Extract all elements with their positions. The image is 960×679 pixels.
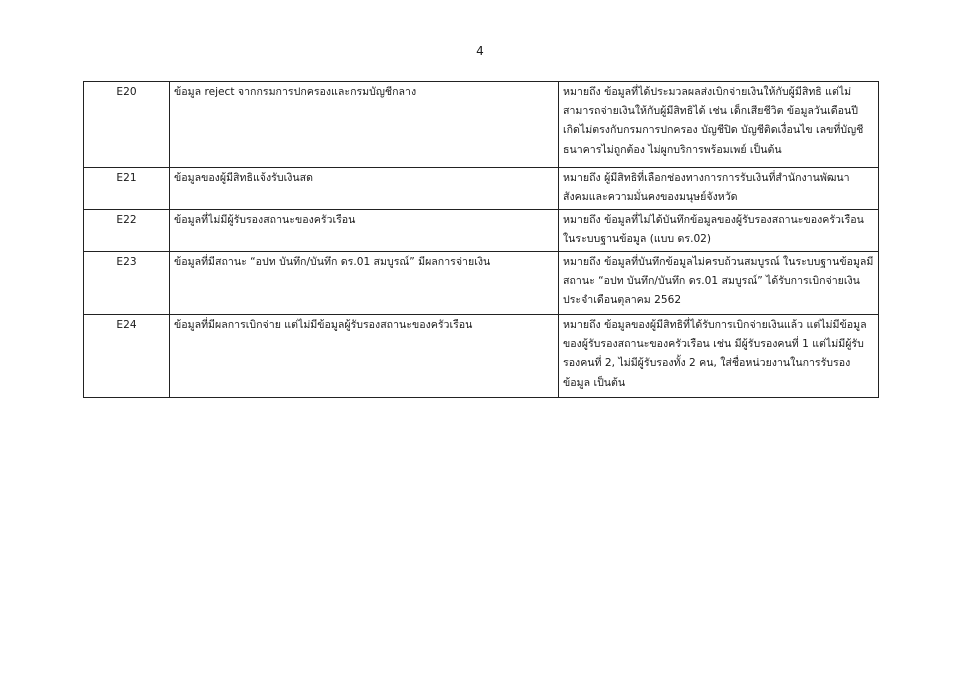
table-row bbox=[84, 315, 879, 398]
error-code: E20 bbox=[84, 82, 170, 168]
error-description: ข้อมูล reject จากกรมการปกครองและกรมบัญชีกลาง bbox=[170, 82, 559, 168]
table-row bbox=[84, 252, 879, 315]
error-meaning: หมายถึง ผู้มีสิทธิที่เลือกช่องทางการการรับเงินที่สำนักงานพัฒนาสังคมและความมั่นคงของมนุษย์จังหวัด bbox=[559, 168, 879, 210]
error-code-table bbox=[83, 81, 879, 398]
error-meaning: หมายถึง ข้อมูลที่ไม่ได้บันทึกข้อมูลของผู้รับรองสถานะของครัวเรือนในระบบฐานข้อมูล (แบบ ดร.02) bbox=[559, 210, 879, 252]
page-number: 4 bbox=[476, 44, 484, 58]
error-meaning: หมายถึง ข้อมูลที่ได้ประมวลผลส่งเบิกจ่ายเงินให้กับผู้มีสิทธิ แต่ไม่สามารถจ่ายเงินให้กับผู้มีสิทธิได้ เช่น เด็กเสียชีวิต ข้อมูลวันเดือนปีเกิดไม่ตรงกับกรมการปกครอง บัญชีปิด บัญชีติดเงื่อนไข เลขที่บัญชีธนาคารไม่ถูกต้อง ไม่ผูกบริการพร้อมเพย์ เป็นต้น bbox=[559, 82, 879, 168]
table-row bbox=[84, 168, 879, 210]
error-code: E23 bbox=[84, 252, 170, 315]
error-code: E22 bbox=[84, 210, 170, 252]
table-row bbox=[84, 82, 879, 168]
error-code: E24 bbox=[84, 315, 170, 398]
table-row bbox=[84, 210, 879, 252]
error-meaning: หมายถึง ข้อมูลของผู้มีสิทธิที่ได้รับการเบิกจ่ายเงินแล้ว แต่ไม่มีข้อมูลของผู้รับรองสถานะของครัวเรือน เช่น มีผู้รับรองคนที่ 1 แต่ไม่มีผู้รับรองคนที่ 2, ไม่มีผู้รับรองทั้ง 2 คน, ใส่ชื่อหน่วยงานในการรับรองข้อมูล เป็นต้น bbox=[559, 315, 879, 398]
error-code: E21 bbox=[84, 168, 170, 210]
error-description: ข้อมูลที่มีสถานะ “อปท บันทึก/บันทึก ดร.01 สมบูรณ์” มีผลการจ่ายเงิน bbox=[170, 252, 559, 315]
error-description: ข้อมูลที่ไม่มีผู้รับรองสถานะของครัวเรือน bbox=[170, 210, 559, 252]
error-description: ข้อมูลที่มีผลการเบิกจ่าย แต่ไม่มีข้อมูลผู้รับรองสถานะของครัวเรือน bbox=[170, 315, 559, 398]
error-meaning: หมายถึง ข้อมูลที่บันทึกข้อมูลไม่ครบถ้วนสมบูรณ์ ในระบบฐานข้อมูลมีสถานะ “อปท บันทึก/บันทึก ดร.01 สมบูรณ์” ได้รับการเบิกจ่ายเงินประจำเดือนตุลาคม 2562 bbox=[559, 252, 879, 315]
error-description: ข้อมูลของผู้มีสิทธิแจ้งรับเงินสด bbox=[170, 168, 559, 210]
